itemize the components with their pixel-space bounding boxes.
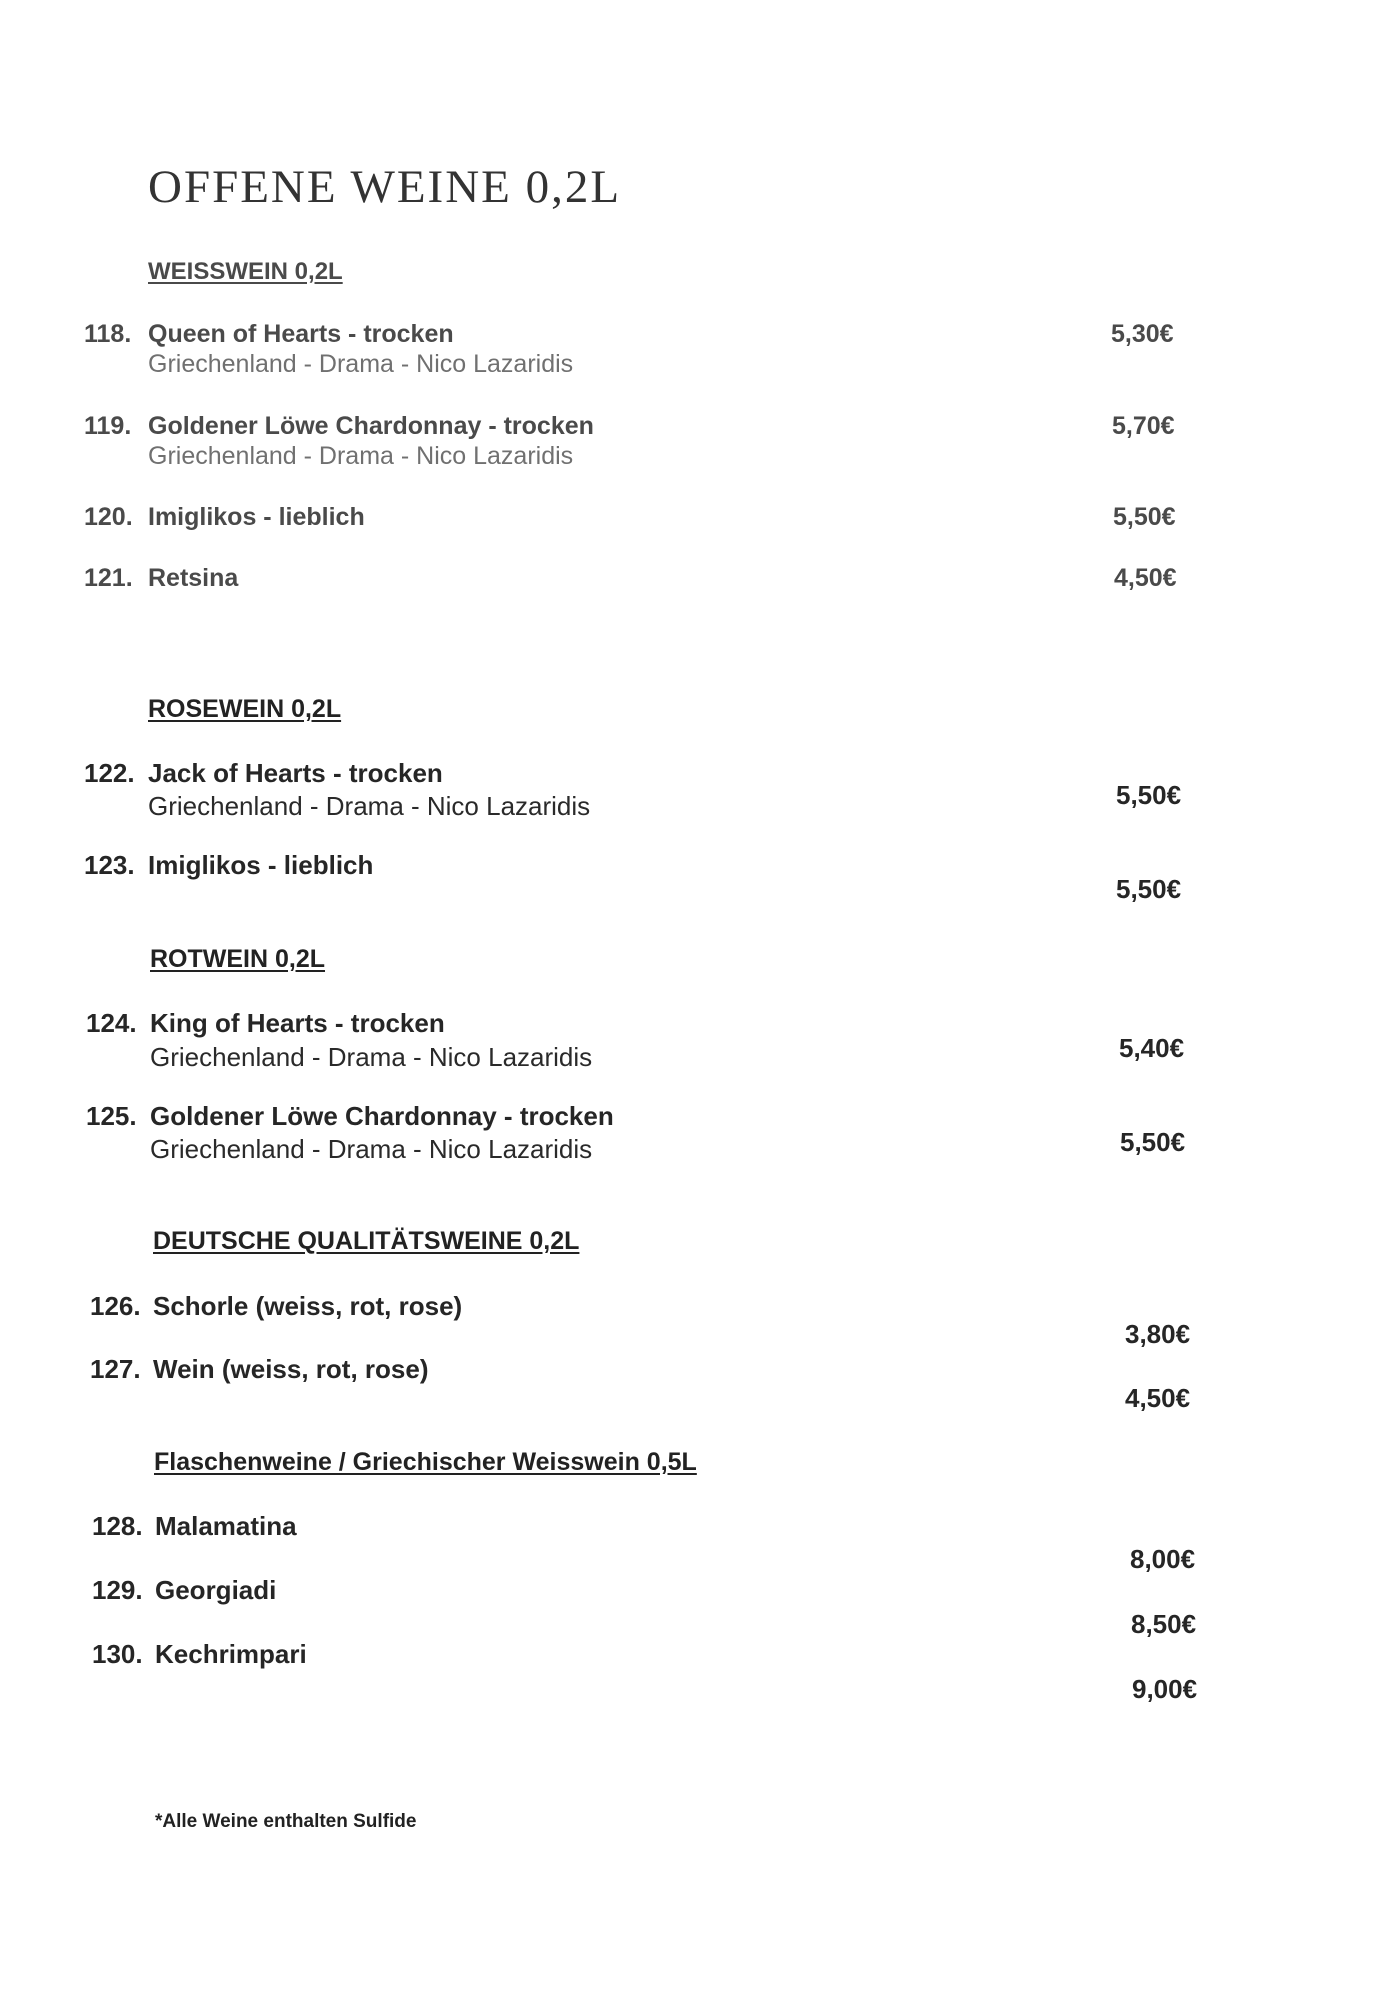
item-price: 5,50€ [1120,1127,1186,1157]
item-name: Schorle (weiss, rot, rose) [153,1291,463,1321]
item-price: 4,50€ [1125,1383,1191,1413]
item-origin: Griechenland - Drama - Nico Lazaridis [148,442,574,470]
item-price: 4,50€ [1114,564,1177,592]
item-origin: Griechenland - Drama - Nico Lazaridis [148,350,574,378]
item-name: Imiglikos - lieblich [148,503,365,531]
item-number: 119. [84,412,132,440]
item-origin: Griechenland - Drama - Nico Lazaridis [150,1134,593,1164]
item-number: 124. [86,1008,137,1038]
item-name: Georgiadi [155,1575,277,1605]
item-price: 3,80€ [1125,1319,1191,1349]
section-heading-rosewein: ROSEWEIN 0,2L [148,695,342,723]
item-name: Wein (weiss, rot, rose) [153,1354,429,1384]
item-number: 121. [84,564,133,592]
item-price: 5,70€ [1112,412,1175,440]
item-name: Imiglikos - lieblich [148,850,374,880]
page-title: OFFENE WEINE 0,2L [148,161,622,213]
item-number: 127. [90,1354,141,1384]
item-name: Goldener Löwe Chardonnay - trocken [148,412,594,440]
item-name: Kechrimpari [155,1639,307,1669]
item-name: Queen of Hearts - trocken [148,320,454,348]
section-heading-weisswein: WEISSWEIN 0,2L [148,258,343,285]
item-name: King of Hearts - trocken [150,1008,445,1038]
item-number: 118. [84,320,132,348]
item-number: 120. [84,503,133,531]
item-price: 8,50€ [1131,1609,1197,1639]
section-heading-flaschenweine: Flaschenweine / Griechischer Weisswein 0,5L [154,1448,697,1476]
item-price: 5,50€ [1116,780,1182,810]
item-number: 123. [84,850,135,880]
section-heading-rotwein: ROTWEIN 0,2L [150,945,326,973]
item-origin: Griechenland - Drama - Nico Lazaridis [148,791,591,821]
item-number: 125. [86,1101,137,1131]
item-number: 126. [90,1291,141,1321]
item-name: Retsina [148,564,239,592]
item-name: Malamatina [155,1511,297,1541]
item-price: 5,50€ [1116,874,1182,904]
item-name: Jack of Hearts - trocken [148,758,443,788]
item-name: Goldener Löwe Chardonnay - trocken [150,1101,614,1131]
item-price: 5,40€ [1119,1033,1185,1063]
item-number: 128. [92,1511,143,1541]
section-heading-deutsche: DEUTSCHE QUALITÄTSWEINE 0,2L [153,1227,580,1255]
item-number: 129. [92,1575,143,1605]
item-number: 130. [92,1639,143,1669]
item-price: 5,30€ [1111,320,1174,348]
item-price: 5,50€ [1113,503,1176,531]
item-origin: Griechenland - Drama - Nico Lazaridis [150,1042,593,1072]
item-price: 9,00€ [1132,1674,1198,1704]
item-number: 122. [84,758,135,788]
footnote: *Alle Weine enthalten Sulfide [155,1811,417,1832]
item-price: 8,00€ [1130,1544,1196,1574]
